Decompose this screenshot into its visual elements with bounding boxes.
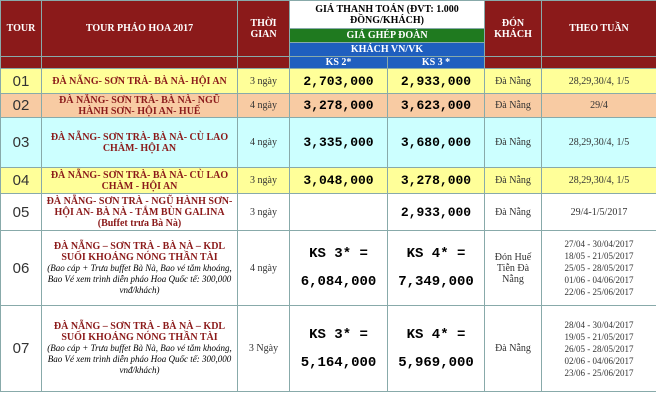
duration: 3 Ngày bbox=[238, 306, 290, 392]
weeks: 28,29,30/4, 1/5 bbox=[542, 168, 656, 194]
table-row bbox=[1, 118, 656, 168]
weeks: 28,29,30/4, 1/5 bbox=[542, 118, 656, 168]
tour-name: ĐÀ NẴNG- SƠN TRÀ- BÀ NÀ- HỘI AN bbox=[42, 69, 238, 94]
weeks: 29/4 bbox=[542, 94, 656, 118]
ks4-label: KS 4* = bbox=[406, 246, 466, 262]
week-item: 01/06 - 04/06/2017 bbox=[564, 275, 634, 285]
weeks bbox=[542, 231, 656, 306]
row-number: 01 bbox=[1, 69, 42, 94]
weeks: 29/4-1/5/2017 bbox=[542, 194, 656, 231]
pickup: Đón Huế Tiễn Đà Nẵng bbox=[485, 231, 542, 306]
weeks: 28,29,30/4, 1/5 bbox=[542, 69, 656, 94]
pickup: Đà Nẵng bbox=[485, 194, 542, 231]
row-number: 02 bbox=[1, 94, 42, 118]
weeks bbox=[542, 306, 656, 392]
ks3-label: KS 3* = bbox=[309, 326, 368, 343]
ks3-price: 6,084,000 bbox=[300, 274, 377, 290]
table-row bbox=[1, 306, 656, 392]
tour-name: ĐÀ NẴNG- SƠN TRÀ- BÀ NÀ- NGŨ HÀNH SƠN- HỘI AN- HUẾ bbox=[42, 94, 238, 118]
price-ks2 bbox=[290, 194, 388, 231]
col-header-pickup: ĐÓN KHÁCH bbox=[485, 1, 542, 57]
row-number: 07 bbox=[1, 306, 42, 392]
pickup: Đà Nẵng bbox=[485, 306, 542, 392]
table-row bbox=[1, 231, 656, 306]
duration: 4 ngày bbox=[238, 231, 290, 306]
col-header-weeks: THEO TUẦN bbox=[542, 1, 656, 57]
ks3-price: 5,164,000 bbox=[300, 354, 377, 371]
col-header-duration: THỜI GIAN bbox=[238, 1, 290, 57]
duration: 3 ngày bbox=[238, 194, 290, 231]
week-item: 19/05 - 21/05/2017 bbox=[564, 331, 634, 342]
tour-name: ĐÀ NẴNG- SƠN TRÀ- BÀ NÀ- CÙ LAO CHÀM - HỘI AN bbox=[42, 168, 238, 194]
ks4-label: KS 4* = bbox=[406, 326, 466, 343]
week-item: 27/04 - 30/04/2017 bbox=[564, 239, 634, 249]
price-ks2: 3,048,000 bbox=[290, 168, 388, 194]
table-row bbox=[1, 168, 656, 194]
row-number: 04 bbox=[1, 168, 42, 194]
tour-name: ĐÀ NẴNG- SƠN TRÀ- BÀ NÀ- CÙ LAO CHÀM- HỘI AN bbox=[42, 118, 238, 168]
duration: 3 ngày bbox=[238, 168, 290, 194]
pickup: Đà Nẵng bbox=[485, 168, 542, 194]
row-number: 06 bbox=[1, 231, 42, 306]
price-ks2: 3,335,000 bbox=[290, 118, 388, 168]
week-item: 25/05 - 28/05/2017 bbox=[564, 263, 634, 273]
duration: 4 ngày bbox=[238, 118, 290, 168]
week-item: 23/06 - 25/06/2017 bbox=[564, 367, 634, 378]
row-number: 03 bbox=[1, 118, 42, 168]
pickup: Đà Nẵng bbox=[485, 69, 542, 94]
col-header-tour-name: TOUR PHÁO HOA 2017 bbox=[42, 1, 238, 57]
tour-note: (Bao cáp + Trưa buffet Bà Nà, Bao vé tắm khoáng, Bao Vé xem trình diễn pháo Hoa Quốc tế: 300,000 vnđ/khách) bbox=[47, 262, 232, 295]
price-ks3 bbox=[290, 231, 388, 306]
price-ks2: 3,278,000 bbox=[290, 94, 388, 118]
tour-name bbox=[42, 306, 238, 392]
duration: 4 ngày bbox=[238, 94, 290, 118]
pickup: Đà Nẵng bbox=[485, 118, 542, 168]
price-ks4 bbox=[388, 306, 485, 392]
duration: 3 ngày bbox=[238, 69, 290, 94]
col-header-group-price: GIÁ GHÉP ĐOÀN bbox=[290, 29, 485, 43]
price-ks3: 3,278,000 bbox=[388, 168, 485, 194]
col-header-guest-type: KHÁCH VN/VK bbox=[290, 43, 485, 57]
col-header-ks2: KS 2* bbox=[290, 57, 388, 69]
tour-name-text: ĐÀ NẴNG – SƠN TRÀ - BÀ NÀ – KDL SUỐI KHOÁNG NÓNG THẦN TÀI bbox=[53, 240, 226, 263]
pickup: Đà Nẵng bbox=[485, 94, 542, 118]
week-item: 28/04 - 30/04/2017 bbox=[564, 319, 634, 330]
price-ks4 bbox=[388, 231, 485, 306]
price-ks3: 2,933,000 bbox=[388, 69, 485, 94]
table-row bbox=[1, 69, 656, 94]
week-item: 18/05 - 21/05/2017 bbox=[564, 251, 634, 261]
tour-note: (Bao cáp + Trưa buffet Bà Nà, Bao vé tắm khoáng, Bao Vé xem trình diễn pháo Hoa Quốc tế: 300,000 vnđ/khách) bbox=[47, 343, 232, 375]
tour-name bbox=[42, 231, 238, 306]
table-row bbox=[1, 94, 656, 118]
col-header-tour: TOUR bbox=[1, 1, 42, 57]
price-ks3: 3,680,000 bbox=[388, 118, 485, 168]
price-ks2: 2,703,000 bbox=[290, 69, 388, 94]
col-header-price-title: GIÁ THANH TOÁN (ĐVT: 1.000 ĐỒNG/KHÁCH) bbox=[290, 1, 485, 29]
week-item: 22/06 - 25/06/2017 bbox=[564, 287, 634, 297]
price-ks3: 3,623,000 bbox=[388, 94, 485, 118]
ks4-price: 7,349,000 bbox=[398, 274, 474, 290]
price-ks3: 2,933,000 bbox=[388, 194, 485, 231]
row-number: 05 bbox=[1, 194, 42, 231]
week-item: 02/06 - 04/06/2017 bbox=[564, 355, 634, 366]
ks3-label: KS 3* = bbox=[309, 246, 368, 262]
tour-name-text: ĐÀ NẴNG – SƠN TRÀ - BÀ NÀ – KDL SUỐI KHOÁNG NÓNG THẦN TÀI bbox=[53, 321, 226, 343]
week-item: 26/05 - 28/05/2017 bbox=[564, 343, 634, 354]
ks4-price: 5,969,000 bbox=[398, 354, 474, 371]
col-header-ks3: KS 3 * bbox=[388, 57, 485, 69]
table-row bbox=[1, 194, 656, 231]
price-ks3 bbox=[290, 306, 388, 392]
tour-name: ĐÀ NẴNG- SƠN TRÀ - NGŨ HÀNH SƠN- HỘI AN- BÀ NÀ - TẮM BÙN GALINA (Buffet trưa Bà Nà) bbox=[42, 194, 238, 231]
